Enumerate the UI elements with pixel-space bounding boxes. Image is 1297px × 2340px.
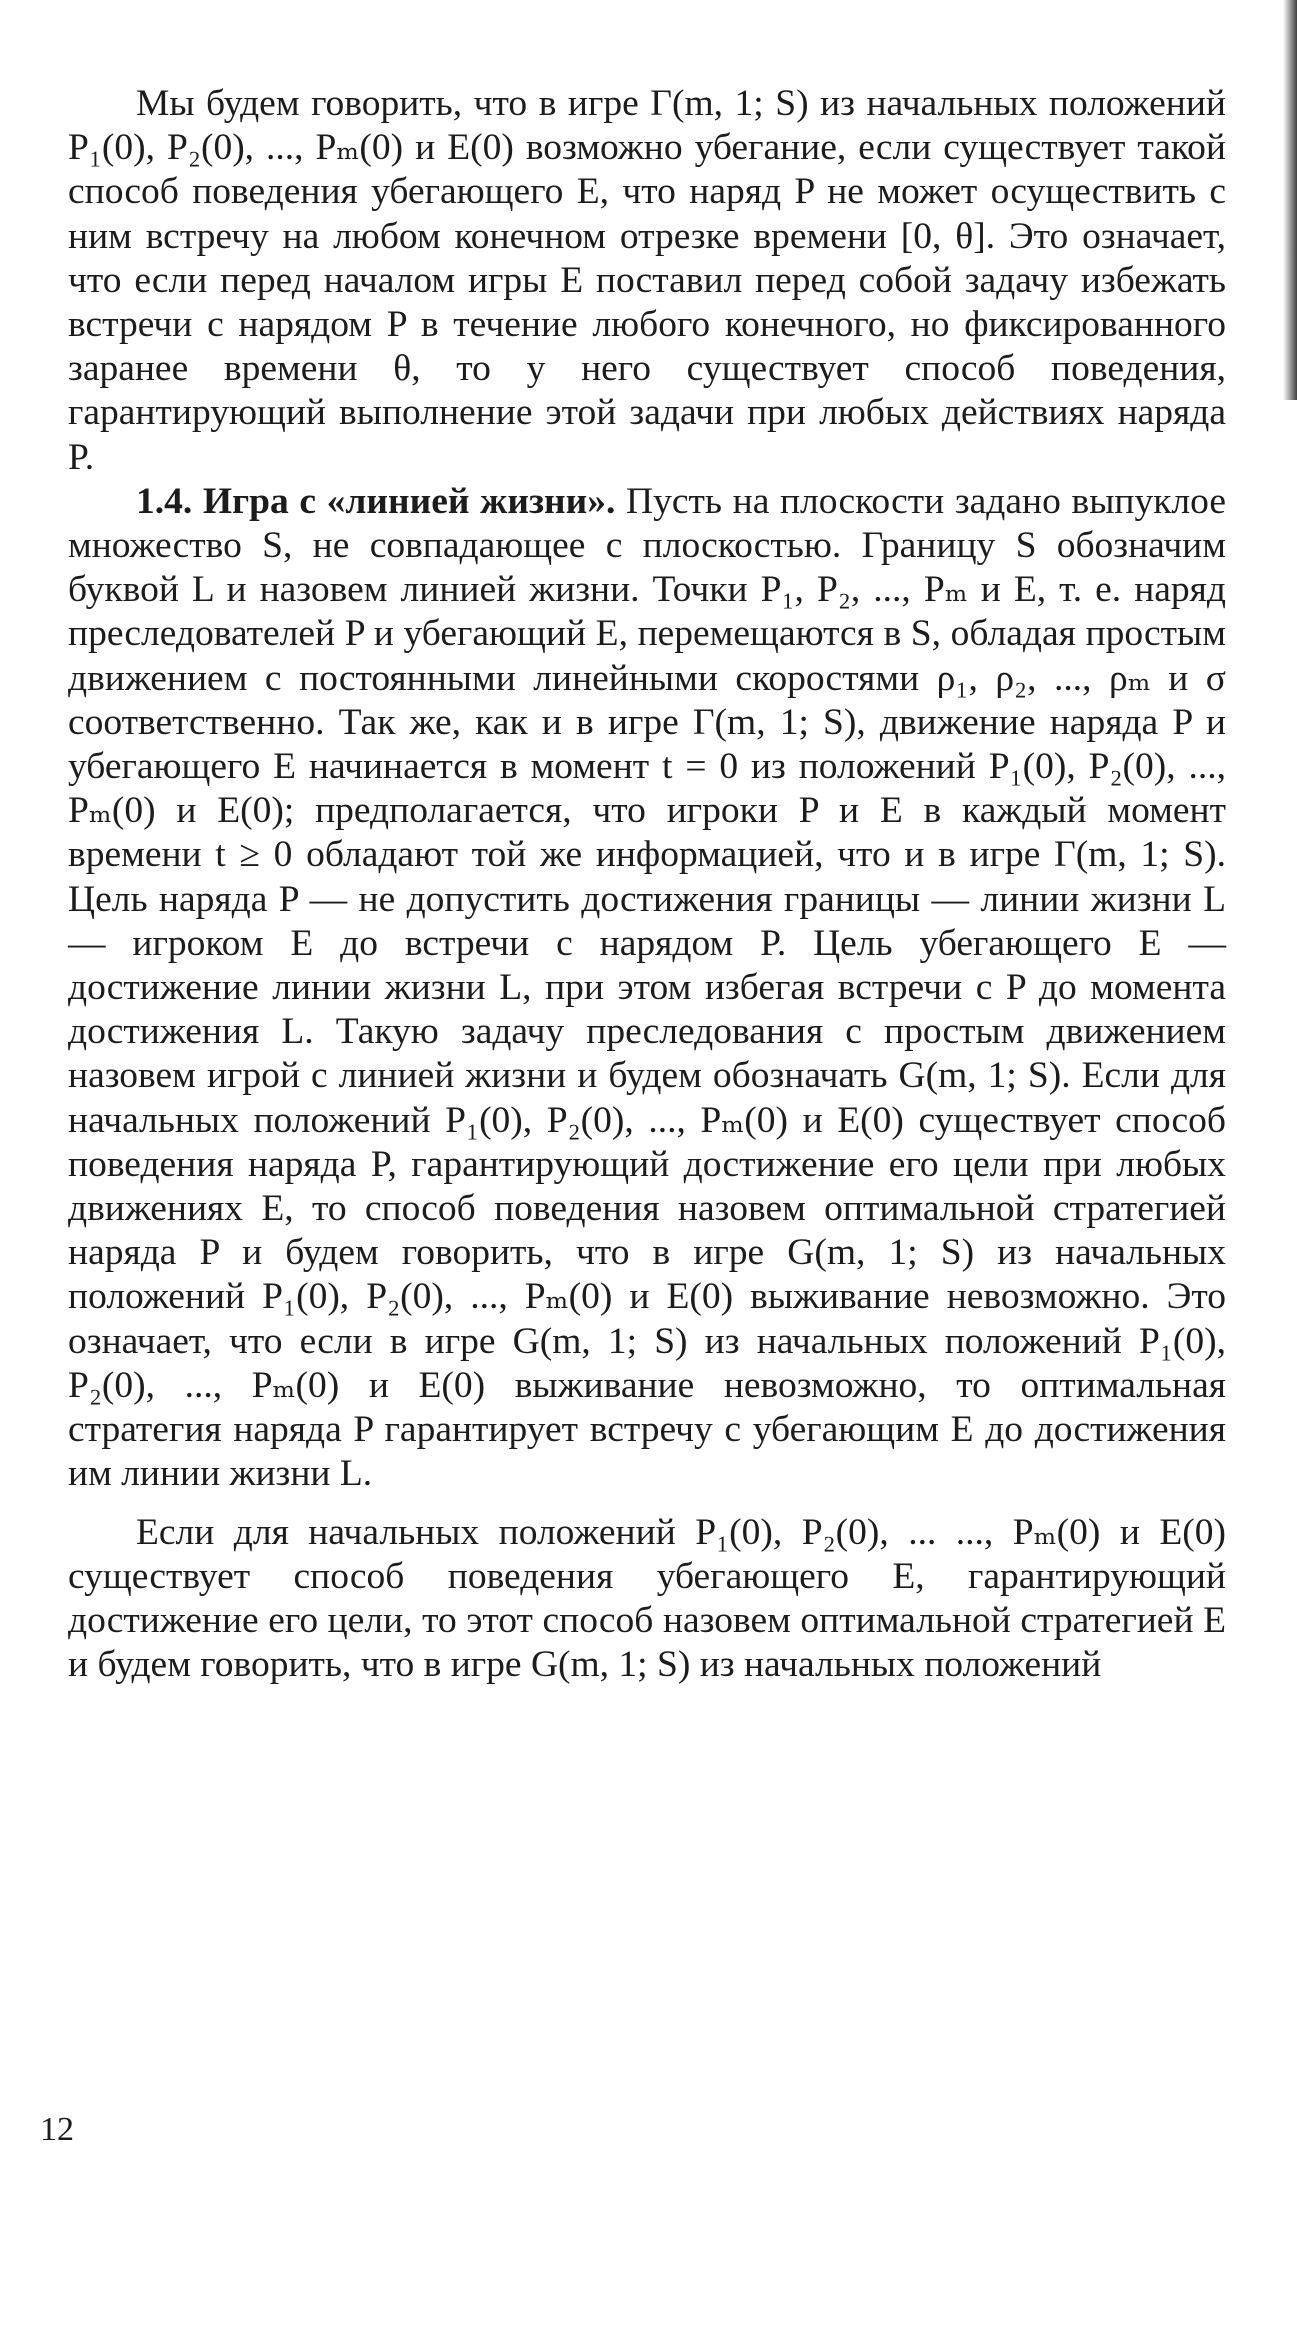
paragraph-3-text: Если для начальных положений P₁(0), P₂(0), ... ..., Pₘ(0) и E(0) существует способ поведения убегающего E, гарантирующий достижение его цели, то этот способ назовем оптимальной стратегией E и будем говорить, что в игре G(m, 1; S) из начальных положений: [68, 1511, 1226, 1686]
page-text-block: [68, 82, 1226, 1687]
paragraph-3: [68, 1511, 1226, 1688]
page-edge-shadow: [1283, 0, 1297, 400]
paragraph-2-text: Пусть на плоскости задано выпуклое множество S, не совпадающее с плоскостью. Границу S обозначим буквой L и назовем линией жизни. Точки P₁, P₂, ..., Pₘ и E, т. е. наряд преследователей P и убегающий E, перемещаются в S, обладая простым движением с постоянными линейными скоростями ρ₁, ρ₂, ..., ρₘ и σ соответственно. Так же, как и в игре Γ(m, 1; S), движение наряда P и убегающего E начинается в момент t = 0 из положений P₁(0), P₂(0), ..., Pₘ(0) и E(0); предполагается, что игроки P и E в каждый момент времени t ≥ 0 обладают той же информацией, что и в игре Γ(m, 1; S). Цель наряда P — не допустить достижения границы — линии жизни L — игроком E до встречи с нарядом P. Цель убегающего E — достижение линии жизни L, при этом избегая встречи с P до момента достижения L. Такую задачу преследования с простым движением назовем игрой с линией жизни и будем обозначать G(m, 1; S). Если для начальных положений P₁(0), P₂(0), ..., Pₘ(0) и E(0) существует способ поведения наряда P, гарантирующий достижение его цели при любых движениях E, то способ поведения назовем оптимальной стратегией наряда P и будем говорить, что в игре G(m, 1; S) из начальных положений P₁(0), P₂(0), ..., Pₘ(0) и E(0) выживание невозможно. Это означает, что если в игре G(m, 1; S) из начальных положений P₁(0), P₂(0), ..., Pₘ(0) и E(0) выживание невозможно, то оптимальная стратегия наряда P гарантирует встречу с убегающим E до достижения им линии жизни L.: [68, 480, 1226, 1495]
paragraph-1: [68, 82, 1226, 480]
page-number: 12: [40, 2111, 74, 2148]
paragraph-2: [68, 480, 1226, 1497]
paragraph-1-text: Мы будем говорить, что в игре Γ(m, 1; S) из начальных положений P₁(0), P₂(0), ..., Pₘ(0) и E(0) возможно убегание, если существует такой способ поведения убегающего E, что наряд P не может осуществить с ним встречу на любом конечном отрезке времени [0, θ]. Это означает, что если перед началом игры E поставил перед собой задачу избежать встречи с нарядом P в течение любого конечного, но фиксированного заранее времени θ, то у него существует способ поведения, гарантирующий выполнение этой задачи при любых действиях наряда P.: [68, 83, 1226, 478]
section-heading: 1.4. Игра с «линией жизни».: [136, 480, 616, 522]
